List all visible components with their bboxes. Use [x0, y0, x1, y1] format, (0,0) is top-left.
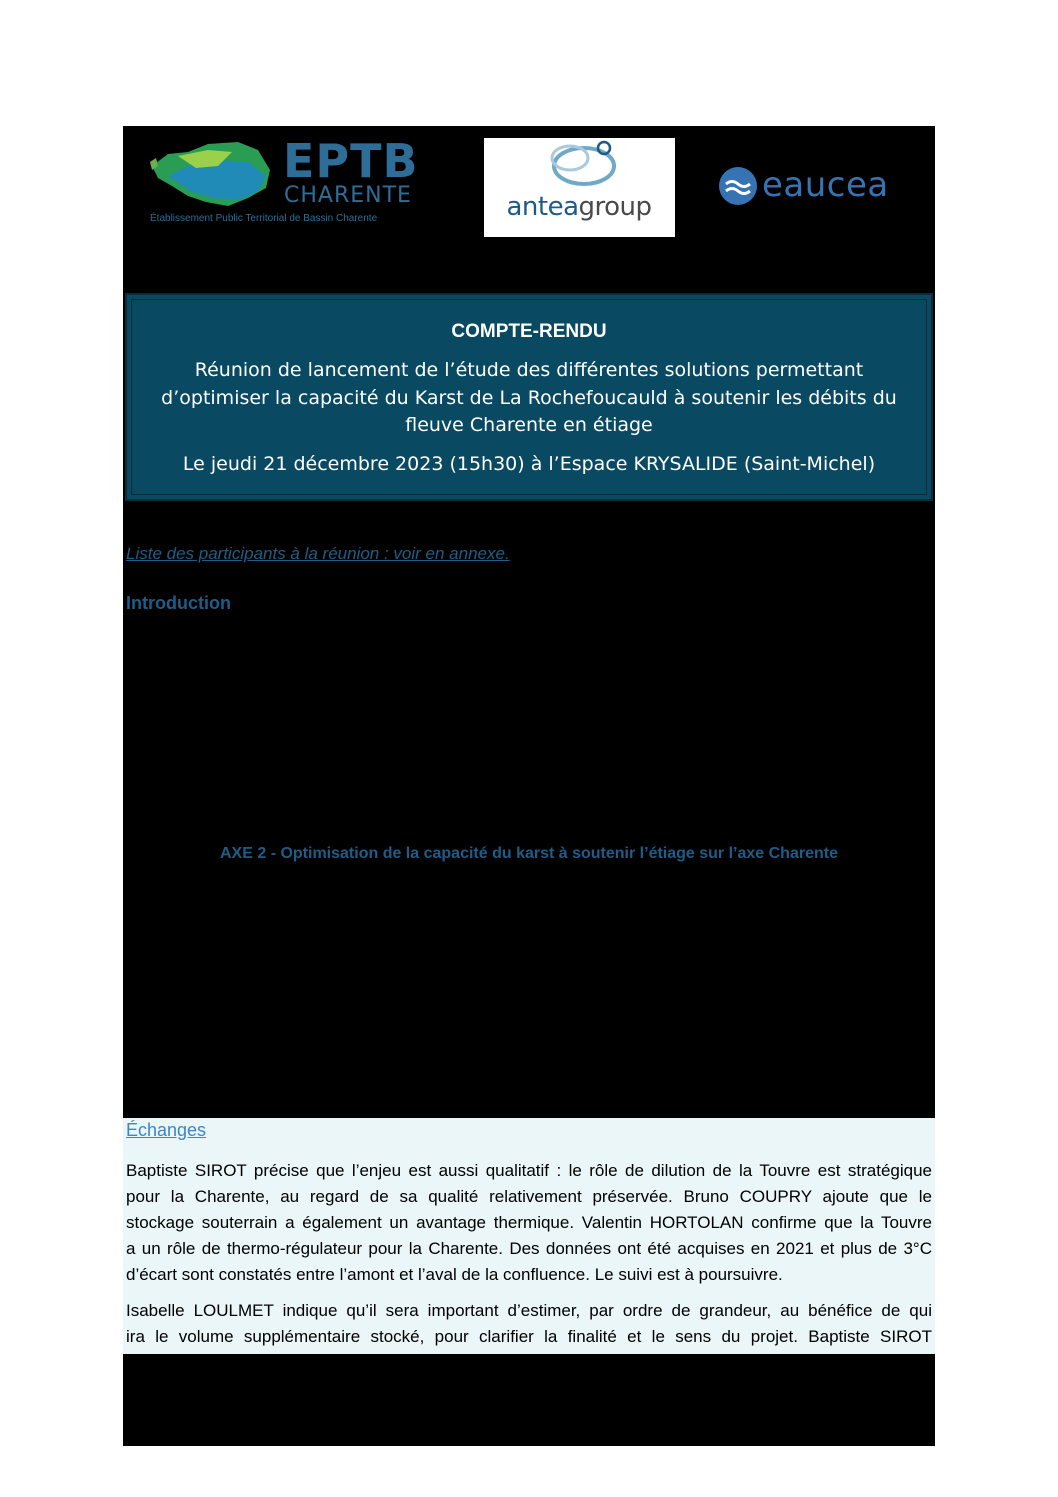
document-heading: COMPTE-RENDU	[451, 321, 607, 342]
antea-wordmark	[486, 192, 672, 222]
text-line: stockage souterrain a également un avantage thermique. Valentin HORTOLAN confirme que la Touvre	[126, 1213, 932, 1232]
eptb-tagline: Établissement Public Territorial de Bassin Charente	[150, 213, 378, 224]
subtitle-line: Réunion de lancement de l’étude des différentes solutions permettant	[194, 359, 864, 381]
exchanges-paragraph-1	[126, 1158, 932, 1288]
text-line: d’écart sont constatés entre l’amont et l’aval de la confluence. Le suivi est à poursuivre.	[126, 1265, 783, 1284]
title-box	[125, 293, 933, 501]
eptb-title: EPTB	[283, 134, 419, 188]
axe-heading: AXE 2 - Optimisation de la capacité du karst à soutenir l’étiage sur l’axe Charente	[220, 845, 838, 862]
antea-group-logo	[484, 138, 675, 237]
antea-swirl-icon	[484, 138, 675, 198]
exchanges-section	[123, 1118, 935, 1354]
meeting-date: Le jeudi 21 décembre 2023 (15h30) à l’Espace KRYSALIDE (Saint-Michel)	[182, 453, 876, 475]
subtitle-line: fleuve Charente en étiage	[405, 414, 653, 436]
participants-link[interactable]: Liste des participants à la réunion : voir en annexe.	[126, 544, 510, 563]
text-line: a un rôle de thermo-régulateur pour la Charente. Des données ont été acquises en 2021 et plus de 3°C	[126, 1239, 932, 1258]
antea-bold: antea	[506, 192, 579, 222]
text-line: pour la Charente, au regard de sa qualité relativement préservée. Bruno COUPRY ajoute que le	[126, 1187, 932, 1206]
exchanges-paragraph-2	[126, 1298, 932, 1350]
exchanges-title[interactable]: Échanges	[126, 1120, 207, 1140]
document-subtitle	[137, 357, 921, 440]
eaucea-wave-icon	[718, 166, 758, 206]
antea-light: group	[578, 192, 652, 222]
subtitle-line: d’optimiser la capacité du Karst de La Rochefoucauld à soutenir les débits du	[161, 386, 897, 409]
text-line: ira le volume supplémentaire stocké, pour clarifier la finalité et le sens du projet. Baptiste SIROT	[126, 1327, 932, 1346]
eptb-subtitle: CHARENTE	[284, 183, 412, 208]
eaucea-wordmark: eaucea	[762, 165, 889, 205]
eaucea-logo	[716, 164, 926, 208]
text-line: Isabelle LOULMET indique qu’il sera important d’estimer, par ordre de grandeur, au bénéfice de qui	[126, 1301, 932, 1320]
introduction-heading: Introduction	[126, 593, 231, 613]
text-line: Baptiste SIROT précise que l’enjeu est aussi qualitatif : le rôle de dilution de la Touvre est stratégique	[126, 1161, 932, 1180]
